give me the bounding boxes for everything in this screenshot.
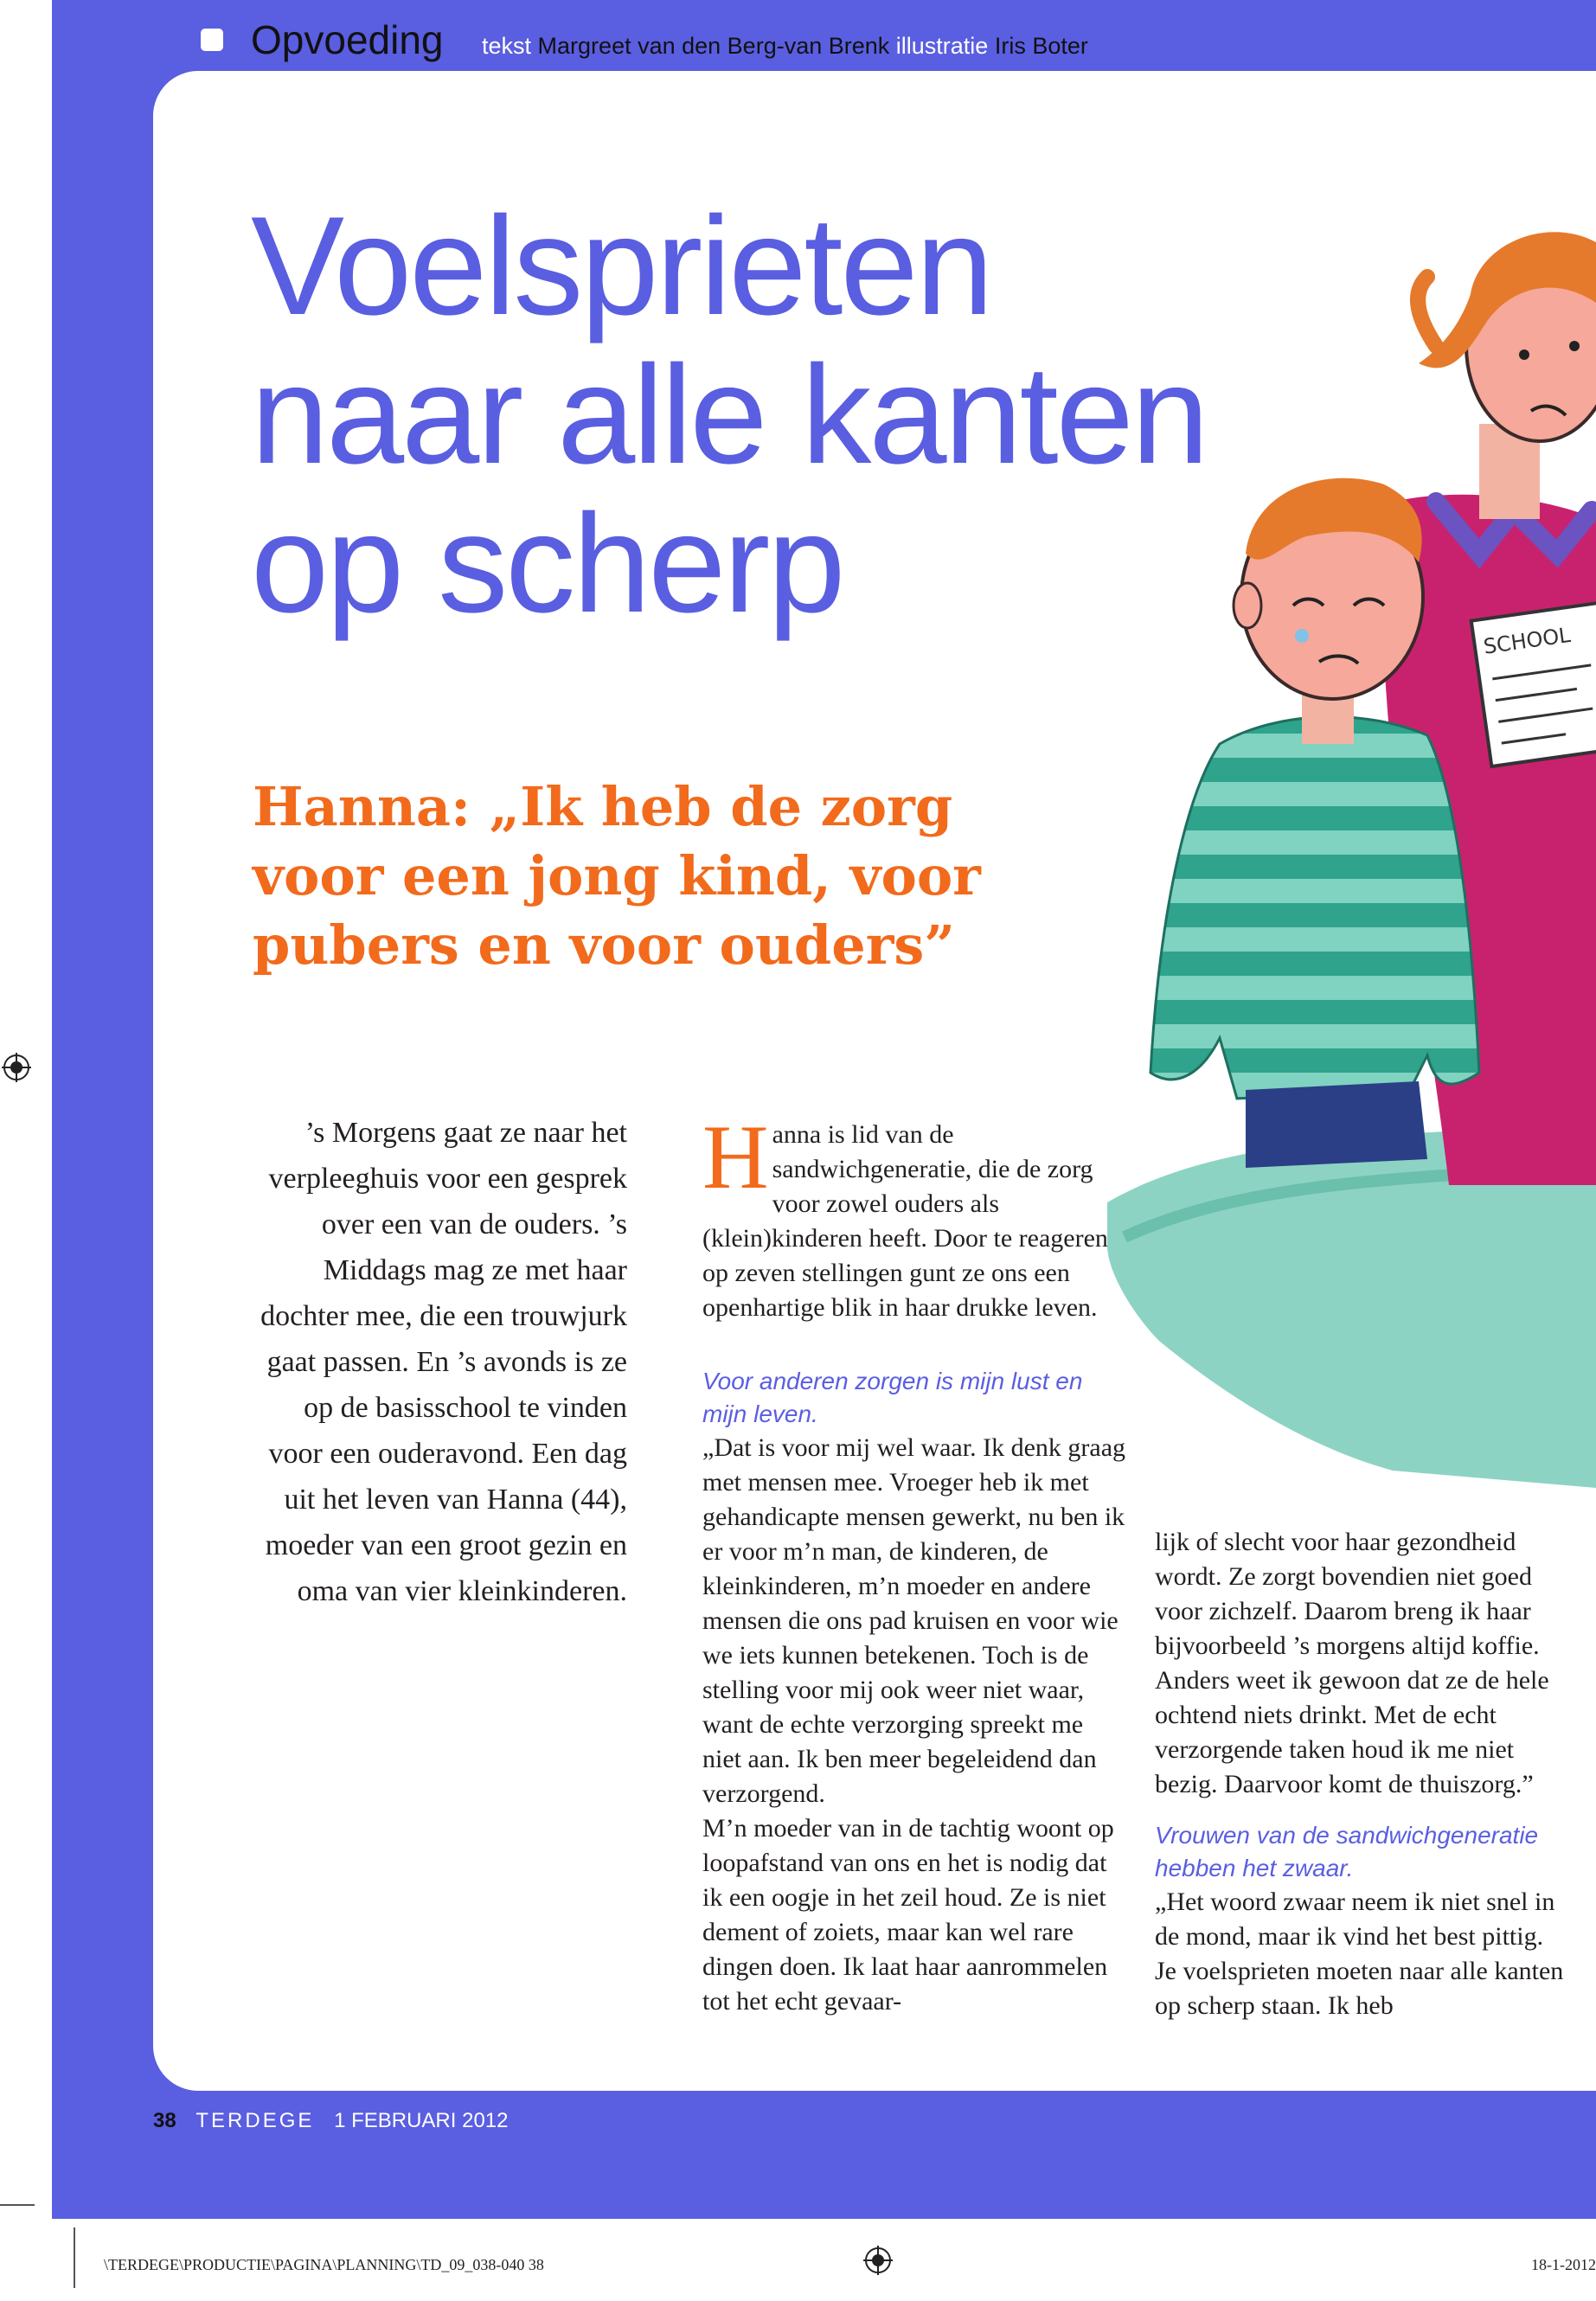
answer-1-paragraph-2: M’n moeder van in de tachtig woont op loopafstand van ons en het is nodig dat ik een oogje in het zeil houd. Ze is niet dement of zoiets, maar kan wel rare dingen doen. Ik laat haar aanrommelen tot het echt gevaar- [702, 1814, 1114, 2016]
body-column-2 [1155, 1525, 1570, 2023]
article-intro: ’s Morgens gaat ze naar het verpleeghuis voor een gesprek over een van de ouders. ’s Middags mag ze met haar dochter mee, die een trouwjurk gaat passen. En ’s avonds is ze op de basisschool te vinden voor een ouderavond. Een dag uit het leven van Hanna (44), moeder van een groot gezin en oma van vier kleinkinderen. [260, 1117, 627, 1607]
magazine-name: TERDEGE [195, 2109, 315, 2132]
title-line-1: Voelsprieten [251, 188, 991, 344]
lead-paragraph [702, 1106, 1126, 1325]
page-folio [153, 2109, 508, 2133]
page-number: 38 [153, 2109, 176, 2132]
article-title [251, 188, 1207, 642]
statement-1: Voor anderen zorgen is mijn lust en mijn leven. [702, 1368, 1083, 1427]
issue-date: 1 FEBRUARI 2012 [334, 2109, 509, 2132]
registration-mark-icon [863, 2246, 893, 2275]
credit-text-name: Margreet van den Berg-van Brenk [537, 33, 890, 59]
print-slug-date: 18-1-2012 [1531, 2256, 1596, 2273]
answer-1-paragraph-1: „Dat is voor mij wel waar. Ik denk graag met mensen mee. Vroeger heb ik met gehandicapte mensen gewerkt, nu ben ik er voor m’n man, de kinderen, de kleinkinderen, m’n moeder en andere mensen die ons pad kruisen en voor wie we iets kunnen betekenen. Toch is de stelling voor mij ook weer niet waar, want de echte verzorging spreekt me niet aan. Ik ben meer begeleidend dan verzorgend. [702, 1433, 1126, 1808]
school-sign-text: SCHOOL [1482, 622, 1573, 659]
category-label: Opvoeding [251, 17, 444, 62]
answer-2-paragraph-1: „Het woord zwaar neem ik niet snel in de mond, maar ik vind het best pittig. Je voelsprieten moeten naar alle kanten op scherp staan. Ik heb [1155, 1888, 1564, 2020]
category-marker [201, 29, 223, 51]
body-column-1 [702, 1106, 1126, 2019]
drop-cap: H [702, 1106, 769, 1208]
trim-mark-horizontal [0, 2204, 35, 2206]
title-line-3: op scherp [251, 485, 843, 642]
credit-text-label: tekst [482, 33, 532, 59]
print-slug-path: \TERDEGE\PRODUCTIE\PAGINA\PLANNING\TD_09_038-040 38 [104, 2256, 544, 2273]
credits-line [482, 31, 1088, 61]
credit-illustration-label: illustratie [895, 33, 989, 59]
article-subtitle: Hanna: „Ik heb de zorg voor een jong kind, voor pubers en voor ouders” [253, 775, 981, 977]
trim-mark-vertical [74, 2227, 75, 2288]
title-line-2: naar alle kanten [251, 336, 1207, 493]
answer-1-paragraph-3: lijk of slecht voor haar gezondheid wordt. Ze zorgt bovendien niet goed voor zichzelf. Daarom breng ik haar bijvoorbeeld ’s morgens altijd koffie. Anders weet ik gewoon dat ze de hele ochtend niets drinkt. Met de echt verzorgende taken houd ik me niet bezig. Daarvoor komt de thuiszorg.” [1155, 1528, 1549, 1798]
registration-mark-icon [2, 1053, 31, 1082]
lead-text: anna is lid van de sandwichgeneratie, die de zorg voor zowel ouders als (klein)kinderen heeft. Door te reageren op zeven stellingen gunt ze ons een openhartige blik in haar drukke leven. [702, 1120, 1108, 1322]
statement-2: Vrouwen van de sandwichgeneratie hebben het zwaar. [1155, 1822, 1539, 1881]
credit-illustration-name: Iris Boter [994, 33, 1088, 59]
